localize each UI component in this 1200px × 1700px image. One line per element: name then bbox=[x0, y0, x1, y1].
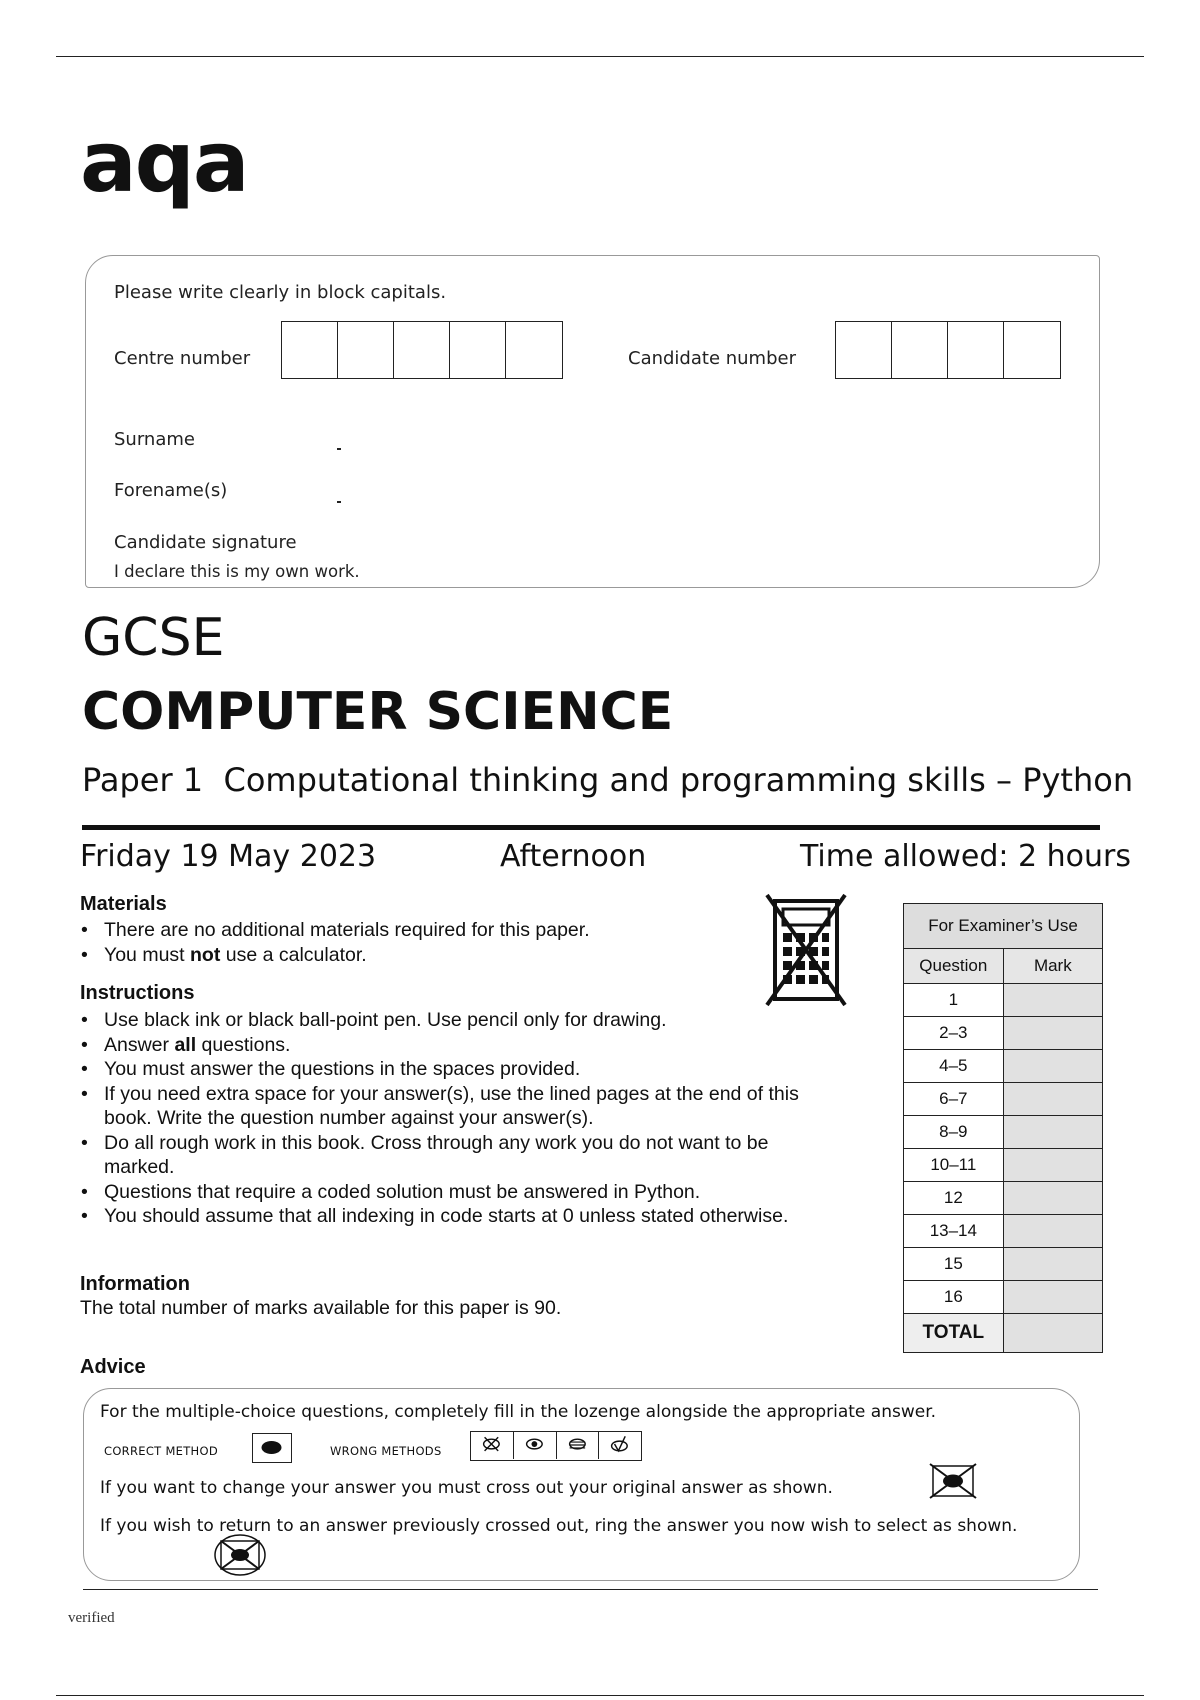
table-row bbox=[904, 1182, 1103, 1215]
total-mark-cell bbox=[1003, 1314, 1102, 1353]
advice-line-2: If you want to change your answer you must cross out your original answer as shown. bbox=[100, 1478, 833, 1498]
instructions-heading: Instructions bbox=[80, 982, 195, 1004]
candidate-number-digit[interactable] bbox=[836, 322, 892, 378]
mark-cell bbox=[1003, 1182, 1102, 1215]
question-cell: 12 bbox=[904, 1182, 1004, 1215]
centre-number-label: Centre number bbox=[114, 348, 251, 369]
declaration-text: I declare this is my own work. bbox=[114, 562, 360, 581]
examiners-use-table bbox=[903, 903, 1103, 1353]
mark-column-header: Mark bbox=[1003, 949, 1102, 984]
centre-number-boxes[interactable] bbox=[281, 321, 563, 379]
question-cell: 8–9 bbox=[904, 1116, 1004, 1149]
surname-field[interactable] bbox=[337, 448, 341, 450]
materials-list bbox=[81, 918, 761, 967]
advice-line-3: If you wish to return to an answer previously crossed out, ring the answer you now wish to select as shown. bbox=[100, 1516, 1018, 1536]
title-divider bbox=[82, 825, 1100, 830]
dot-lozenge-icon bbox=[514, 1432, 557, 1459]
list-item bbox=[81, 1033, 851, 1058]
paper-title: Paper 1 Computational thinking and programming skills – Python bbox=[82, 761, 1134, 799]
list-item-text: Answer bbox=[104, 1033, 175, 1056]
mark-cell bbox=[1003, 1083, 1102, 1116]
centre-number-digit[interactable] bbox=[338, 322, 394, 378]
list-item: • You must answer the questions in the spaces provided. bbox=[81, 1057, 851, 1082]
list-item: • There are no additional materials required for this paper. bbox=[81, 918, 761, 943]
instructions-list bbox=[81, 1008, 851, 1229]
list-item: • If you need extra space for your answer(s), use the lined pages at the end of this book. Write the question number against your answer(s). bbox=[81, 1082, 804, 1131]
candidate-number-digit[interactable] bbox=[892, 322, 948, 378]
wrong-methods-label: WRONG METHODS bbox=[330, 1444, 442, 1458]
forename-label: Forename(s) bbox=[114, 480, 228, 501]
candidate-number-boxes[interactable] bbox=[835, 321, 1061, 379]
materials-heading: Materials bbox=[80, 893, 167, 915]
list-item: • Use black ink or black ball-point pen. Use pencil only for drawing. bbox=[81, 1008, 851, 1033]
table-row bbox=[904, 1083, 1103, 1116]
list-item-text: questions. bbox=[196, 1033, 291, 1056]
table-row bbox=[904, 1116, 1103, 1149]
filled-lozenge-icon bbox=[253, 1434, 290, 1461]
emphasis-text: all bbox=[174, 1033, 197, 1056]
aqa-logo: aqa bbox=[80, 113, 248, 211]
qualification-title: GCSE bbox=[82, 608, 225, 668]
question-cell: 16 bbox=[904, 1281, 1004, 1314]
correct-method-lozenge bbox=[252, 1433, 292, 1463]
mark-cell bbox=[1003, 1149, 1102, 1182]
mark-cell bbox=[1003, 1248, 1102, 1281]
block-capitals-instruction: Please write clearly in block capitals. bbox=[114, 282, 447, 303]
mark-cell bbox=[1003, 984, 1102, 1017]
subject-title: COMPUTER SCIENCE bbox=[82, 682, 674, 742]
list-item: • Do all rough work in this book. Cross through any work you do not want to be marked. bbox=[81, 1131, 784, 1180]
time-allowed: Time allowed: 2 hours bbox=[800, 839, 1132, 874]
emphasis-text: not bbox=[190, 943, 221, 966]
scribble-lozenge-icon bbox=[557, 1432, 600, 1459]
list-item-text: use a calculator. bbox=[220, 943, 367, 966]
table-row bbox=[904, 1248, 1103, 1281]
no-calculator-icon bbox=[765, 893, 847, 1007]
question-cell: 1 bbox=[904, 984, 1004, 1017]
signature-label: Candidate signature bbox=[114, 532, 297, 553]
mark-cell bbox=[1003, 1050, 1102, 1083]
mark-cell bbox=[1003, 1281, 1102, 1314]
table-row bbox=[904, 1281, 1103, 1314]
table-row bbox=[904, 1017, 1103, 1050]
tick-lozenge-icon bbox=[599, 1432, 641, 1459]
mark-cell bbox=[1003, 1017, 1102, 1050]
verified-label: verified bbox=[68, 1610, 115, 1626]
top-rule bbox=[56, 56, 1144, 57]
ringed-lozenge-icon bbox=[212, 1532, 268, 1578]
table-row bbox=[904, 1050, 1103, 1083]
question-cell: 6–7 bbox=[904, 1083, 1004, 1116]
exam-date: Friday 19 May 2023 bbox=[80, 839, 377, 874]
advice-line-1: For the multiple-choice questions, completely fill in the lozenge alongside the appropriate answer. bbox=[100, 1402, 937, 1422]
candidate-number-label: Candidate number bbox=[628, 348, 796, 369]
forename-field[interactable] bbox=[337, 501, 341, 503]
mark-cell bbox=[1003, 1116, 1102, 1149]
table-row bbox=[904, 1149, 1103, 1182]
question-cell: 13–14 bbox=[904, 1215, 1004, 1248]
advice-heading: Advice bbox=[80, 1356, 146, 1378]
question-cell: 15 bbox=[904, 1248, 1004, 1281]
question-column-header: Question bbox=[904, 949, 1004, 984]
list-item: • You should assume that all indexing in code starts at 0 unless stated otherwise. bbox=[81, 1204, 851, 1229]
question-cell: 4–5 bbox=[904, 1050, 1004, 1083]
table-row bbox=[904, 984, 1103, 1017]
table-row bbox=[904, 1215, 1103, 1248]
list-item: • Questions that require a coded solution must be answered in Python. bbox=[81, 1180, 851, 1205]
wrong-methods-examples bbox=[470, 1431, 642, 1461]
centre-number-digit[interactable] bbox=[506, 322, 562, 378]
candidate-number-digit[interactable] bbox=[948, 322, 1004, 378]
list-item-text: You must bbox=[104, 943, 190, 966]
list-item bbox=[81, 943, 761, 968]
correct-method-label: CORRECT METHOD bbox=[104, 1444, 219, 1458]
question-cell: 10–11 bbox=[904, 1149, 1004, 1182]
cross-mark-lozenge-icon bbox=[471, 1432, 514, 1459]
advice-bottom-rule bbox=[83, 1589, 1098, 1590]
centre-number-digit[interactable] bbox=[282, 322, 338, 378]
exam-session: Afternoon bbox=[500, 839, 647, 874]
table-header: For Examiner’s Use bbox=[904, 904, 1103, 949]
total-marks-text: The total number of marks available for this paper is 90. bbox=[80, 1297, 562, 1319]
crossed-out-lozenge-icon bbox=[928, 1462, 978, 1500]
information-heading: Information bbox=[80, 1273, 190, 1295]
question-cell: 2–3 bbox=[904, 1017, 1004, 1050]
total-label: TOTAL bbox=[904, 1314, 1004, 1353]
centre-number-digit[interactable] bbox=[394, 322, 450, 378]
table-row bbox=[904, 1314, 1103, 1353]
centre-number-digit[interactable] bbox=[450, 322, 506, 378]
bottom-rule bbox=[56, 1695, 1144, 1696]
mark-cell bbox=[1003, 1215, 1102, 1248]
candidate-number-digit[interactable] bbox=[1004, 322, 1060, 378]
surname-label: Surname bbox=[114, 429, 195, 450]
